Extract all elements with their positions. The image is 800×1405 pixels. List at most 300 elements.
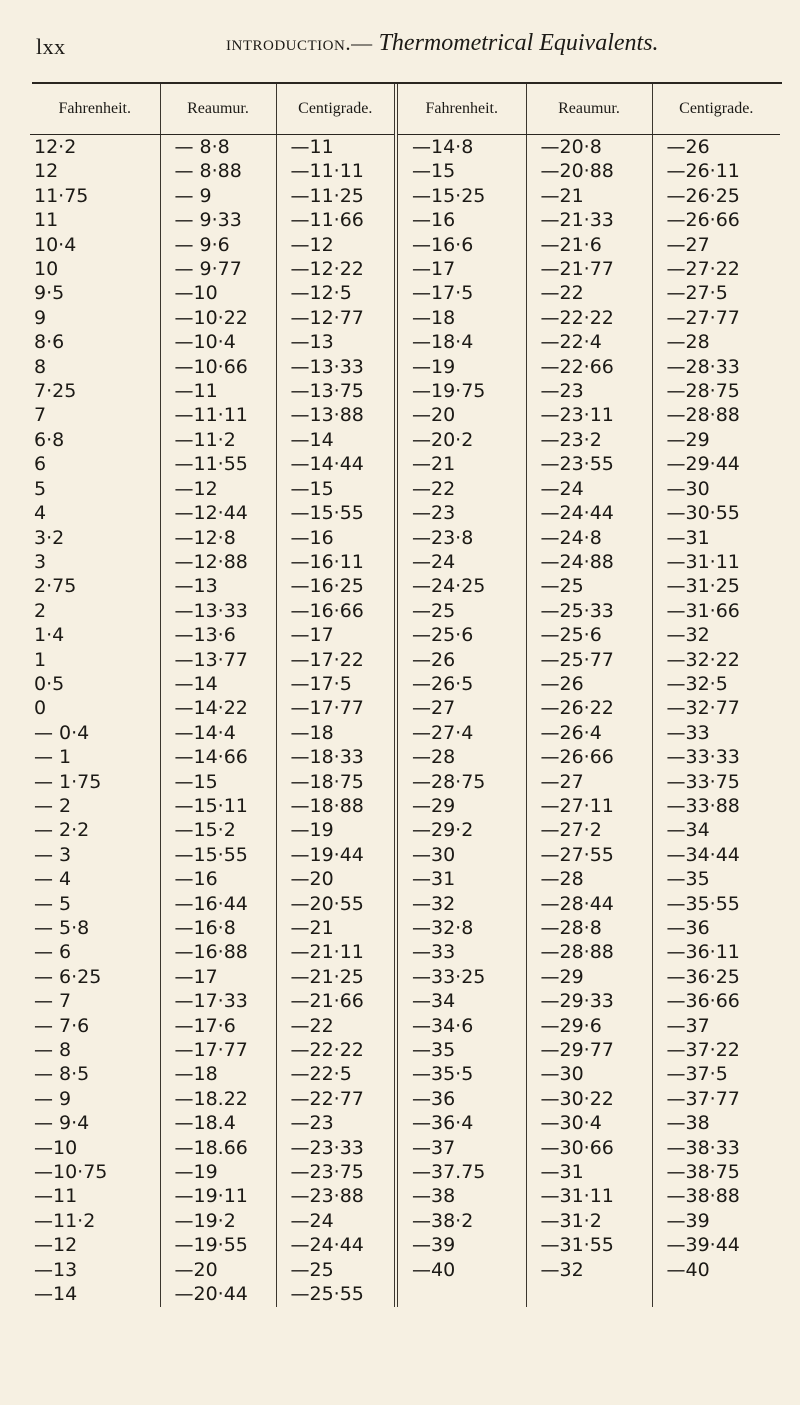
table-row <box>30 599 780 623</box>
left-reaumur-cell: —13·77 <box>160 648 276 672</box>
table-row <box>30 1209 780 1233</box>
right-reaumur-cell: —29·33 <box>526 989 652 1013</box>
table-row <box>30 965 780 989</box>
left-centigrade-cell: —17·77 <box>276 696 396 720</box>
left-reaumur-cell: —11 <box>160 379 276 403</box>
right-centigrade-cell: —27 <box>652 233 780 257</box>
left-fahrenheit-cell: — 9·4 <box>34 1112 90 1135</box>
left-reaumur-cell: —14·4 <box>160 721 276 745</box>
right-centigrade-cell: —33 <box>652 721 780 745</box>
right-fahrenheit-cell: —30 <box>396 843 526 867</box>
right-reaumur-cell: —25·77 <box>526 648 652 672</box>
left-centigrade-cell: —16·25 <box>276 574 396 598</box>
right-fahrenheit-cell: —23 <box>396 501 526 525</box>
right-fahrenheit-cell: —32·8 <box>396 916 526 940</box>
left-reaumur-cell: —13·6 <box>160 623 276 647</box>
table-row <box>30 989 780 1013</box>
left-fahrenheit-cell: — 4 <box>34 868 72 891</box>
left-reaumur-cell: —19·2 <box>160 1209 276 1233</box>
left-centigrade-cell: —21 <box>276 916 396 940</box>
table-row <box>30 940 780 964</box>
right-reaumur-cell: —25 <box>526 574 652 598</box>
left-fahrenheit-cell: —10·75 <box>34 1161 108 1184</box>
col-header-centigrade-right: Centigrade. <box>652 84 780 135</box>
running-title-prefix: introduction.— <box>226 31 373 55</box>
right-centigrade-cell <box>652 1282 780 1306</box>
right-centigrade-cell: —32 <box>652 623 780 647</box>
right-centigrade-cell: —36·25 <box>652 965 780 989</box>
left-fahrenheit-cell: 11 <box>34 209 59 232</box>
right-centigrade-cell: —32·5 <box>652 672 780 696</box>
table-row <box>30 745 780 769</box>
right-reaumur-cell: —24·8 <box>526 526 652 550</box>
right-reaumur-cell: —22 <box>526 281 652 305</box>
left-centigrade-cell: —23·88 <box>276 1184 396 1208</box>
right-reaumur-cell: —32 <box>526 1258 652 1282</box>
right-reaumur-cell: —23·2 <box>526 428 652 452</box>
table-row <box>30 428 780 452</box>
right-reaumur-cell: —29 <box>526 965 652 989</box>
left-reaumur-cell: —16·8 <box>160 916 276 940</box>
table-row <box>30 1160 780 1184</box>
left-centigrade-cell: —24·44 <box>276 1233 396 1257</box>
left-centigrade-cell: —11·11 <box>276 159 396 183</box>
left-fahrenheit-cell: 3·2 <box>34 526 65 549</box>
left-fahrenheit-cell: — 2 <box>34 794 72 817</box>
table-row <box>30 233 780 257</box>
right-reaumur-cell: —29·6 <box>526 1014 652 1038</box>
left-centigrade-cell: —18·33 <box>276 745 396 769</box>
left-fahrenheit-cell: 8 <box>34 355 47 378</box>
table-row <box>30 550 780 574</box>
left-reaumur-cell: —15·55 <box>160 843 276 867</box>
right-fahrenheit-cell: —17 <box>396 257 526 281</box>
right-reaumur-cell: —21·6 <box>526 233 652 257</box>
right-centigrade-cell: —31·25 <box>652 574 780 598</box>
right-fahrenheit-cell: —29·2 <box>396 818 526 842</box>
right-fahrenheit-cell: —35 <box>396 1038 526 1062</box>
left-fahrenheit-cell: —10 <box>34 1136 78 1159</box>
table-row <box>30 526 780 550</box>
right-centigrade-cell: —37 <box>652 1014 780 1038</box>
table-row <box>30 1136 780 1160</box>
right-centigrade-cell: —26 <box>652 135 780 160</box>
left-centigrade-cell: —16 <box>276 526 396 550</box>
right-reaumur-cell: —26·4 <box>526 721 652 745</box>
right-fahrenheit-cell: —40 <box>396 1258 526 1282</box>
right-centigrade-cell: —37·5 <box>652 1062 780 1086</box>
right-fahrenheit-cell: —32 <box>396 892 526 916</box>
left-centigrade-cell: —16·66 <box>276 599 396 623</box>
right-fahrenheit-cell: —15·25 <box>396 184 526 208</box>
table-row <box>30 452 780 476</box>
right-centigrade-cell: —28·88 <box>652 403 780 427</box>
left-centigrade-cell: —20·55 <box>276 892 396 916</box>
right-fahrenheit-cell: —25 <box>396 599 526 623</box>
table-row <box>30 330 780 354</box>
left-centigrade-cell: —18 <box>276 721 396 745</box>
table-row <box>30 623 780 647</box>
right-centigrade-cell: —30 <box>652 477 780 501</box>
col-header-fahrenheit-right: Fahrenheit. <box>396 84 526 135</box>
table-row <box>30 1062 780 1086</box>
right-fahrenheit-cell: —39 <box>396 1233 526 1257</box>
right-fahrenheit-cell: —28·75 <box>396 770 526 794</box>
table-row <box>30 501 780 525</box>
right-reaumur-cell: —31·55 <box>526 1233 652 1257</box>
table-row <box>30 1014 780 1038</box>
right-reaumur-cell: —30·22 <box>526 1087 652 1111</box>
right-fahrenheit-cell: —38·2 <box>396 1209 526 1233</box>
left-fahrenheit-cell: 1·4 <box>34 624 65 647</box>
right-centigrade-cell: —33·88 <box>652 794 780 818</box>
right-centigrade-cell: —33·33 <box>652 745 780 769</box>
right-reaumur-cell: —28·88 <box>526 940 652 964</box>
left-fahrenheit-cell: — 5 <box>34 892 72 915</box>
right-centigrade-cell: —27·77 <box>652 306 780 330</box>
right-centigrade-cell: —26·25 <box>652 184 780 208</box>
left-reaumur-cell: —10·4 <box>160 330 276 354</box>
right-centigrade-cell: —32·77 <box>652 696 780 720</box>
page-number: lxx <box>36 34 66 59</box>
right-centigrade-cell: —26·11 <box>652 159 780 183</box>
right-centigrade-cell: —38 <box>652 1111 780 1135</box>
col-header-fahrenheit-left: Fahrenheit. <box>30 84 160 135</box>
right-fahrenheit-cell: —21 <box>396 452 526 476</box>
right-centigrade-cell: —29 <box>652 428 780 452</box>
right-centigrade-cell: —31·11 <box>652 550 780 574</box>
table-row <box>30 867 780 891</box>
right-fahrenheit-cell: —36 <box>396 1087 526 1111</box>
left-centigrade-cell: —19·44 <box>276 843 396 867</box>
right-reaumur-cell: —21·33 <box>526 208 652 232</box>
left-reaumur-cell: —16 <box>160 867 276 891</box>
left-centigrade-cell: —12·5 <box>276 281 396 305</box>
right-reaumur-cell: —28·44 <box>526 892 652 916</box>
left-fahrenheit-cell: 0 <box>34 697 47 720</box>
right-fahrenheit-cell: —19·75 <box>396 379 526 403</box>
left-reaumur-cell: —16·44 <box>160 892 276 916</box>
right-reaumur-cell: —20·8 <box>526 135 652 160</box>
left-fahrenheit-cell: 3 <box>34 550 47 573</box>
left-centigrade-cell: —23·75 <box>276 1160 396 1184</box>
right-fahrenheit-cell: —35·5 <box>396 1062 526 1086</box>
right-reaumur-cell: —31·11 <box>526 1184 652 1208</box>
table-row <box>30 721 780 745</box>
left-centigrade-cell: —21·66 <box>276 989 396 1013</box>
left-reaumur-cell: —15·11 <box>160 794 276 818</box>
left-reaumur-cell: —19·55 <box>160 1233 276 1257</box>
left-fahrenheit-cell: 7 <box>34 404 47 427</box>
right-centigrade-cell: —30·55 <box>652 501 780 525</box>
equivalents-table-wrapper <box>30 84 780 1307</box>
right-fahrenheit-cell: —24·25 <box>396 574 526 598</box>
table-row <box>30 794 780 818</box>
left-fahrenheit-cell: 2·75 <box>34 575 77 598</box>
left-fahrenheit-cell: 4 <box>34 502 47 525</box>
right-reaumur-cell: —27·2 <box>526 818 652 842</box>
left-fahrenheit-cell: 9·5 <box>34 282 65 305</box>
table-row <box>30 208 780 232</box>
left-centigrade-cell: —24 <box>276 1209 396 1233</box>
left-fahrenheit-cell: — 3 <box>34 843 72 866</box>
right-fahrenheit-cell: —16 <box>396 208 526 232</box>
left-fahrenheit-cell: 2 <box>34 599 47 622</box>
right-fahrenheit-cell: —29 <box>396 794 526 818</box>
left-fahrenheit-cell: 7·25 <box>34 380 77 403</box>
table-row <box>30 1184 780 1208</box>
left-centigrade-cell: —25·55 <box>276 1282 396 1306</box>
right-fahrenheit-cell: —26·5 <box>396 672 526 696</box>
left-centigrade-cell: —13 <box>276 330 396 354</box>
left-reaumur-cell: —18.4 <box>160 1111 276 1135</box>
table-row <box>30 355 780 379</box>
table-row <box>30 184 780 208</box>
right-centigrade-cell: —33·75 <box>652 770 780 794</box>
left-centigrade-cell: —22 <box>276 1014 396 1038</box>
left-reaumur-cell: — 9·77 <box>160 257 276 281</box>
right-reaumur-cell: —28·8 <box>526 916 652 940</box>
table-row <box>30 1087 780 1111</box>
right-fahrenheit-cell: —33 <box>396 940 526 964</box>
left-reaumur-cell: — 8·88 <box>160 159 276 183</box>
right-fahrenheit-cell: —38 <box>396 1184 526 1208</box>
left-reaumur-cell: —17·77 <box>160 1038 276 1062</box>
right-reaumur-cell: —22·66 <box>526 355 652 379</box>
table-row <box>30 1038 780 1062</box>
right-fahrenheit-cell: —18·4 <box>396 330 526 354</box>
left-centigrade-cell: —22·77 <box>276 1087 396 1111</box>
left-fahrenheit-cell: 10·4 <box>34 233 77 256</box>
left-fahrenheit-cell: — 8·5 <box>34 1063 90 1086</box>
right-reaumur-cell: —30·4 <box>526 1111 652 1135</box>
table-body <box>30 135 780 1307</box>
left-centigrade-cell: —21·25 <box>276 965 396 989</box>
right-reaumur-cell: —22·22 <box>526 306 652 330</box>
left-fahrenheit-cell: 12 <box>34 160 59 183</box>
right-centigrade-cell: —40 <box>652 1258 780 1282</box>
left-reaumur-cell: —11·55 <box>160 452 276 476</box>
right-reaumur-cell: —30·66 <box>526 1136 652 1160</box>
table-row <box>30 477 780 501</box>
left-reaumur-cell: — 9·33 <box>160 208 276 232</box>
right-centigrade-cell: —27·22 <box>652 257 780 281</box>
right-centigrade-cell: —28 <box>652 330 780 354</box>
right-reaumur-cell <box>526 1282 652 1306</box>
left-centigrade-cell: —20 <box>276 867 396 891</box>
left-fahrenheit-cell: 9 <box>34 306 47 329</box>
left-fahrenheit-cell: 1 <box>34 648 47 671</box>
right-centigrade-cell: —36 <box>652 916 780 940</box>
left-centigrade-cell: —15 <box>276 477 396 501</box>
right-fahrenheit-cell: —20 <box>396 403 526 427</box>
left-reaumur-cell: —10·22 <box>160 306 276 330</box>
left-fahrenheit-cell: — 9 <box>34 1087 72 1110</box>
table-row <box>30 818 780 842</box>
left-centigrade-cell: —11·66 <box>276 208 396 232</box>
left-reaumur-cell: —10·66 <box>160 355 276 379</box>
right-reaumur-cell: —31 <box>526 1160 652 1184</box>
left-reaumur-cell: — 8·8 <box>160 135 276 160</box>
right-fahrenheit-cell: —16·6 <box>396 233 526 257</box>
table-row <box>30 574 780 598</box>
left-reaumur-cell: —16·88 <box>160 940 276 964</box>
left-reaumur-cell: —20 <box>160 1258 276 1282</box>
table-row <box>30 257 780 281</box>
right-reaumur-cell: —27 <box>526 770 652 794</box>
left-fahrenheit-cell: 6 <box>34 453 47 476</box>
left-fahrenheit-cell: 5 <box>34 477 47 500</box>
right-centigrade-cell: —39·44 <box>652 1233 780 1257</box>
left-fahrenheit-cell: — 7 <box>34 990 72 1013</box>
left-fahrenheit-cell: —11 <box>34 1185 78 1208</box>
table-row <box>30 916 780 940</box>
table-row <box>30 1282 780 1306</box>
right-reaumur-cell: —24·88 <box>526 550 652 574</box>
left-reaumur-cell: —12·88 <box>160 550 276 574</box>
right-fahrenheit-cell <box>396 1282 526 1306</box>
running-title-main: Thermometrical Equivalents. <box>378 30 659 56</box>
right-centigrade-cell: —36·11 <box>652 940 780 964</box>
left-reaumur-cell: —19·11 <box>160 1184 276 1208</box>
left-fahrenheit-cell: 8·6 <box>34 331 65 354</box>
right-fahrenheit-cell: —37.75 <box>396 1160 526 1184</box>
right-centigrade-cell: —34 <box>652 818 780 842</box>
left-centigrade-cell: —22·22 <box>276 1038 396 1062</box>
right-reaumur-cell: —26 <box>526 672 652 696</box>
left-centigrade-cell: —19 <box>276 818 396 842</box>
right-fahrenheit-cell: —27 <box>396 696 526 720</box>
right-fahrenheit-cell: —34 <box>396 989 526 1013</box>
table-row <box>30 379 780 403</box>
left-fahrenheit-cell: —12 <box>34 1234 78 1257</box>
left-fahrenheit-cell: — 6 <box>34 941 72 964</box>
right-centigrade-cell: —31 <box>652 526 780 550</box>
right-centigrade-cell: —28·33 <box>652 355 780 379</box>
right-centigrade-cell: —35 <box>652 867 780 891</box>
right-reaumur-cell: —20·88 <box>526 159 652 183</box>
table-row <box>30 648 780 672</box>
left-centigrade-cell: —12·22 <box>276 257 396 281</box>
right-centigrade-cell: —26·66 <box>652 208 780 232</box>
left-centigrade-cell: —17·22 <box>276 648 396 672</box>
right-fahrenheit-cell: —28 <box>396 745 526 769</box>
left-centigrade-cell: —18·75 <box>276 770 396 794</box>
table-row <box>30 135 780 160</box>
col-header-reaumur-right: Reaumur. <box>526 84 652 135</box>
table-row <box>30 1111 780 1135</box>
left-reaumur-cell: —11·2 <box>160 428 276 452</box>
left-centigrade-cell: —17·5 <box>276 672 396 696</box>
right-reaumur-cell: —21·77 <box>526 257 652 281</box>
table-row <box>30 696 780 720</box>
right-reaumur-cell: —25·6 <box>526 623 652 647</box>
left-centigrade-cell: —22·5 <box>276 1062 396 1086</box>
right-centigrade-cell: —29·44 <box>652 452 780 476</box>
left-reaumur-cell: —14 <box>160 672 276 696</box>
right-reaumur-cell: —21 <box>526 184 652 208</box>
table-row <box>30 281 780 305</box>
left-centigrade-cell: —13·33 <box>276 355 396 379</box>
left-centigrade-cell: —21·11 <box>276 940 396 964</box>
left-centigrade-cell: —25 <box>276 1258 396 1282</box>
right-fahrenheit-cell: —24 <box>396 550 526 574</box>
right-reaumur-cell: —27·11 <box>526 794 652 818</box>
left-reaumur-cell: —10 <box>160 281 276 305</box>
right-fahrenheit-cell: —20·2 <box>396 428 526 452</box>
right-fahrenheit-cell: —18 <box>396 306 526 330</box>
left-centigrade-cell: —17 <box>276 623 396 647</box>
left-fahrenheit-cell: — 1 <box>34 746 72 769</box>
right-fahrenheit-cell: —31 <box>396 867 526 891</box>
left-reaumur-cell: —20·44 <box>160 1282 276 1306</box>
left-centigrade-cell: —18·88 <box>276 794 396 818</box>
right-reaumur-cell: —25·33 <box>526 599 652 623</box>
right-fahrenheit-cell: —14·8 <box>396 135 526 160</box>
right-centigrade-cell: —34·44 <box>652 843 780 867</box>
left-reaumur-cell: — 9 <box>160 184 276 208</box>
right-reaumur-cell: —24 <box>526 477 652 501</box>
left-reaumur-cell: —15 <box>160 770 276 794</box>
left-fahrenheit-cell: 10 <box>34 258 59 281</box>
right-fahrenheit-cell: —17·5 <box>396 281 526 305</box>
left-fahrenheit-cell: — 1·75 <box>34 770 102 793</box>
right-fahrenheit-cell: —26 <box>396 648 526 672</box>
left-fahrenheit-cell: — 6·25 <box>34 965 102 988</box>
right-centigrade-cell: —38·88 <box>652 1184 780 1208</box>
right-fahrenheit-cell: —23·8 <box>396 526 526 550</box>
running-title <box>226 30 659 57</box>
right-fahrenheit-cell: —37 <box>396 1136 526 1160</box>
right-centigrade-cell: —28·75 <box>652 379 780 403</box>
right-centigrade-cell: —38·75 <box>652 1160 780 1184</box>
right-reaumur-cell: —22·4 <box>526 330 652 354</box>
left-centigrade-cell: —11·25 <box>276 184 396 208</box>
left-reaumur-cell: —11·11 <box>160 403 276 427</box>
col-header-centigrade-left: Centigrade. <box>276 84 396 135</box>
left-fahrenheit-cell: —14 <box>34 1283 78 1306</box>
right-fahrenheit-cell: —15 <box>396 159 526 183</box>
right-centigrade-cell: —31·66 <box>652 599 780 623</box>
table-row <box>30 1258 780 1282</box>
left-reaumur-cell: —15·2 <box>160 818 276 842</box>
right-centigrade-cell: —39 <box>652 1209 780 1233</box>
right-fahrenheit-cell: —27·4 <box>396 721 526 745</box>
left-reaumur-cell: —13·33 <box>160 599 276 623</box>
left-fahrenheit-cell: — 2·2 <box>34 819 90 842</box>
table-row <box>30 892 780 916</box>
col-header-reaumur-left: Reaumur. <box>160 84 276 135</box>
left-reaumur-cell: —14·66 <box>160 745 276 769</box>
left-fahrenheit-cell: — 8 <box>34 1039 72 1062</box>
left-reaumur-cell: — 9·6 <box>160 233 276 257</box>
right-fahrenheit-cell: —19 <box>396 355 526 379</box>
left-reaumur-cell: —18 <box>160 1062 276 1086</box>
right-centigrade-cell: —32·22 <box>652 648 780 672</box>
left-fahrenheit-cell: 12·2 <box>34 136 77 158</box>
left-fahrenheit-cell: —11·2 <box>34 1209 96 1232</box>
left-centigrade-cell: —23 <box>276 1111 396 1135</box>
table-row <box>30 403 780 427</box>
right-reaumur-cell: —23·55 <box>526 452 652 476</box>
right-centigrade-cell: —37·22 <box>652 1038 780 1062</box>
right-reaumur-cell: —23·11 <box>526 403 652 427</box>
left-centigrade-cell: —14·44 <box>276 452 396 476</box>
left-centigrade-cell: —11 <box>276 135 396 160</box>
right-reaumur-cell: —26·66 <box>526 745 652 769</box>
left-fahrenheit-cell: — 7·6 <box>34 1014 90 1037</box>
table-row <box>30 843 780 867</box>
